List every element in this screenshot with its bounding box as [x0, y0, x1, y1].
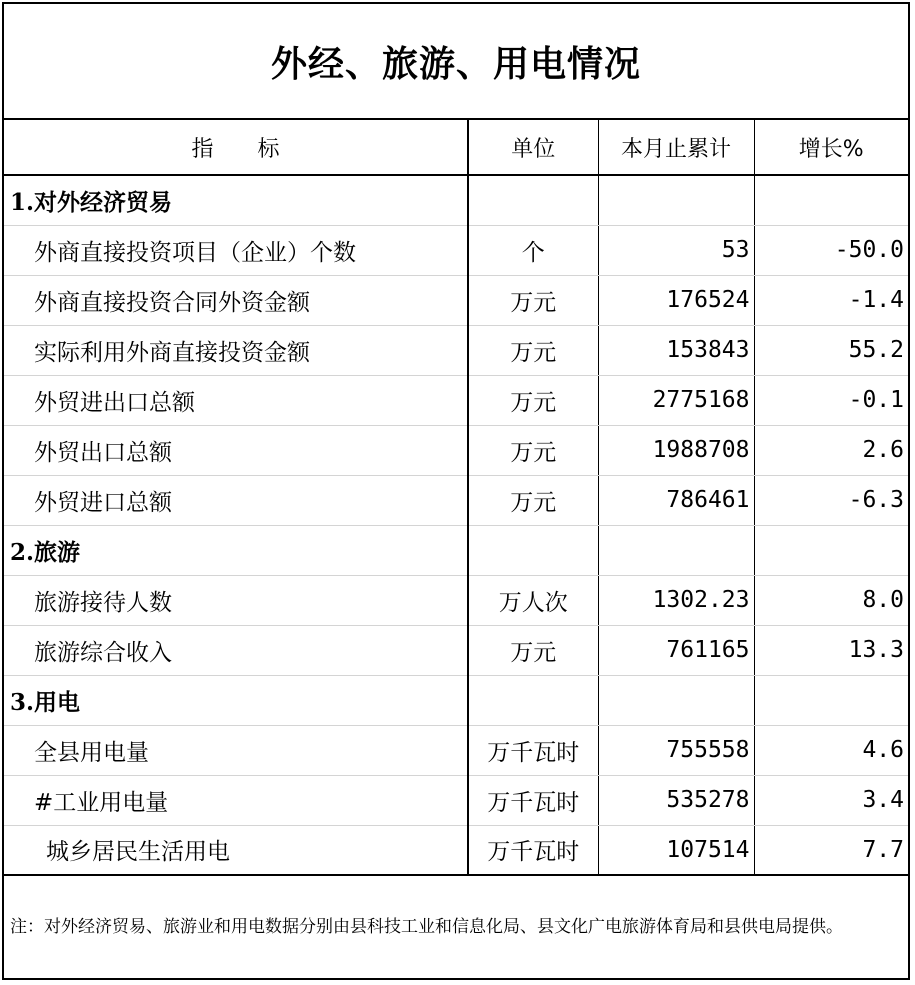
unit-cell: 万元: [468, 425, 598, 475]
growth-value: [754, 675, 908, 725]
indicator-name: 外贸进出口总额: [4, 375, 468, 425]
indicator-name: 外贸出口总额: [4, 425, 468, 475]
growth-value: [754, 525, 908, 575]
header-cumulative: 本月止累计: [598, 119, 754, 175]
indicator-name: 外商直接投资项目（企业）个数: [4, 225, 468, 275]
section-row: [4, 175, 908, 225]
indicator-name: 全县用电量: [4, 725, 468, 775]
unit-cell: 万元: [468, 475, 598, 525]
growth-value: 55.2: [754, 325, 908, 375]
cumulative-value: [598, 175, 754, 225]
table-row: [4, 475, 908, 525]
statistics-table: [4, 118, 908, 876]
table-row: [4, 325, 908, 375]
growth-value: 13.3: [754, 625, 908, 675]
table-header-row: [4, 119, 908, 175]
indicator-name: 城乡居民生活用电: [4, 825, 468, 875]
unit-cell: 万元: [468, 275, 598, 325]
section-title: 3.用电: [4, 675, 468, 725]
growth-value: -0.1: [754, 375, 908, 425]
indicator-name: 实际利用外商直接投资金额: [4, 325, 468, 375]
growth-value: -6.3: [754, 475, 908, 525]
unit-cell: 万元: [468, 375, 598, 425]
growth-value: 3.4: [754, 775, 908, 825]
unit-cell: 万千瓦时: [468, 775, 598, 825]
growth-value: 8.0: [754, 575, 908, 625]
cumulative-value: 761165: [598, 625, 754, 675]
header-indicator: 指 标: [4, 119, 468, 175]
table-row: [4, 775, 908, 825]
table-row: [4, 425, 908, 475]
unit-cell: [468, 175, 598, 225]
cumulative-value: 535278: [598, 775, 754, 825]
report-frame: [2, 2, 910, 980]
section-row: [4, 525, 908, 575]
table-row: [4, 825, 908, 875]
cumulative-value: 786461: [598, 475, 754, 525]
growth-value: -1.4: [754, 275, 908, 325]
section-title: 2.旅游: [4, 525, 468, 575]
table-row: [4, 275, 908, 325]
cumulative-value: [598, 525, 754, 575]
unit-cell: 万元: [468, 625, 598, 675]
cumulative-value: 176524: [598, 275, 754, 325]
indicator-name: 旅游接待人数: [4, 575, 468, 625]
growth-value: -50.0: [754, 225, 908, 275]
cumulative-value: 107514: [598, 825, 754, 875]
unit-cell: 万人次: [468, 575, 598, 625]
unit-cell: 万千瓦时: [468, 825, 598, 875]
table-body: [4, 175, 908, 875]
header-growth: 增长%: [754, 119, 908, 175]
cumulative-value: 2775168: [598, 375, 754, 425]
growth-value: 2.6: [754, 425, 908, 475]
growth-value: 4.6: [754, 725, 908, 775]
table-row: [4, 225, 908, 275]
indicator-name: 旅游综合收入: [4, 625, 468, 675]
cumulative-value: 153843: [598, 325, 754, 375]
growth-value: [754, 175, 908, 225]
table-row: [4, 725, 908, 775]
header-unit: 单位: [468, 119, 598, 175]
table-row: [4, 575, 908, 625]
footnote: 注：对外经济贸易、旅游业和用电数据分别由县科技工业和信息化局、县文化广电旅游体育局和县供电局提供。: [10, 917, 843, 937]
unit-cell: [468, 525, 598, 575]
unit-cell: 万千瓦时: [468, 725, 598, 775]
cumulative-value: [598, 675, 754, 725]
unit-cell: 万元: [468, 325, 598, 375]
cumulative-value: 1302.23: [598, 575, 754, 625]
indicator-name: #工业用电量: [4, 775, 468, 825]
cumulative-value: 755558: [598, 725, 754, 775]
unit-cell: 个: [468, 225, 598, 275]
table-row: [4, 375, 908, 425]
table-row: [4, 625, 908, 675]
section-title: 1.对外经济贸易: [4, 175, 468, 225]
indicator-name: 外商直接投资合同外资金额: [4, 275, 468, 325]
cumulative-value: 53: [598, 225, 754, 275]
unit-cell: [468, 675, 598, 725]
page-title: 外经、旅游、用电情况: [270, 43, 641, 85]
growth-value: 7.7: [754, 825, 908, 875]
section-row: [4, 675, 908, 725]
cumulative-value: 1988708: [598, 425, 754, 475]
indicator-name: 外贸进口总额: [4, 475, 468, 525]
